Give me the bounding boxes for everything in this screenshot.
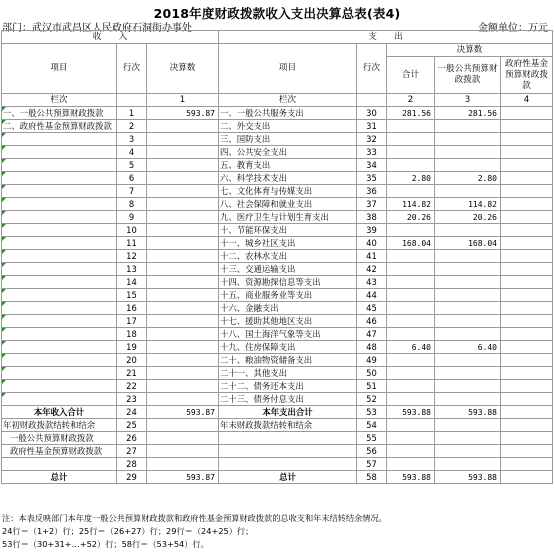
expense-general-budget-cell: 6.40 <box>435 341 501 354</box>
income-item-cell <box>2 289 117 302</box>
income-amount-cell: 593.87 <box>147 471 219 484</box>
income-item-cell <box>2 380 117 393</box>
income-line-no-cell: 7 <box>117 185 147 198</box>
expense-general-budget-cell <box>435 159 501 172</box>
expense-line-no-cell: 40 <box>357 237 387 250</box>
expense-line-no-cell: 41 <box>357 250 387 263</box>
income-line-no-cell: 21 <box>117 367 147 380</box>
table-row <box>2 237 553 250</box>
expense-gov-fund-cell <box>501 250 553 263</box>
expense-line-no-cell: 53 <box>357 406 387 419</box>
expense-line-no-cell: 45 <box>357 302 387 315</box>
expense-total-cell: 168.04 <box>387 237 435 250</box>
expense-general-budget-cell <box>435 354 501 367</box>
income-item-cell <box>2 185 117 198</box>
expense-total-cell: 114.82 <box>387 198 435 211</box>
expense-item-cell: 二、外交支出 <box>219 120 357 133</box>
income-line-no-cell: 11 <box>117 237 147 250</box>
expense-gov-fund-cell <box>501 471 553 484</box>
gov-fund-header: 政府性基金预算财政拨款 <box>501 57 553 94</box>
income-item-cell <box>2 250 117 263</box>
expense-gov-fund-cell <box>501 367 553 380</box>
expense-total-cell <box>387 185 435 198</box>
expense-total-cell: 20.26 <box>387 211 435 224</box>
expense-gov-fund-cell <box>501 133 553 146</box>
expense-gov-fund-cell <box>501 159 553 172</box>
expense-general-budget-cell <box>435 393 501 406</box>
table-row <box>2 172 553 185</box>
expense-item-cell: 六、科学技术支出 <box>219 172 357 185</box>
expense-total-cell: 593.88 <box>387 471 435 484</box>
expense-gov-fund-cell <box>501 289 553 302</box>
table-row <box>2 458 553 471</box>
income-amount-cell <box>147 185 219 198</box>
expense-gov-fund-cell <box>501 432 553 445</box>
expense-total-cell: 2.80 <box>387 172 435 185</box>
expense-line-no-cell: 56 <box>357 445 387 458</box>
blank-cell <box>357 94 387 107</box>
expense-line-no-cell: 48 <box>357 341 387 354</box>
expense-general-budget-cell <box>435 328 501 341</box>
expense-item-cell: 总计 <box>219 471 357 484</box>
expense-total-cell <box>387 445 435 458</box>
expense-general-budget-cell <box>435 133 501 146</box>
table-row <box>2 380 553 393</box>
table-row <box>2 445 553 458</box>
expense-gov-fund-cell <box>501 341 553 354</box>
expense-general-budget-cell <box>435 146 501 159</box>
expense-line-no-cell: 32 <box>357 133 387 146</box>
table-row <box>2 107 553 120</box>
expense-total-cell <box>387 458 435 471</box>
expense-total-cell <box>387 250 435 263</box>
table-row <box>2 276 553 289</box>
expense-general-budget-cell: 593.88 <box>435 406 501 419</box>
expense-gov-fund-cell <box>501 198 553 211</box>
income-amount-cell <box>147 172 219 185</box>
expense-line-no-cell: 39 <box>357 224 387 237</box>
income-amount-cell <box>147 419 219 432</box>
income-item-cell <box>2 328 117 341</box>
income-amount-cell <box>147 276 219 289</box>
expense-line-no-cell: 43 <box>357 276 387 289</box>
expense-line-no-cell: 33 <box>357 146 387 159</box>
expense-item-cell: 二十一、其他支出 <box>219 367 357 380</box>
income-amount-cell <box>147 380 219 393</box>
income-line-no-cell: 19 <box>117 341 147 354</box>
table-row <box>2 263 553 276</box>
table-row <box>2 185 553 198</box>
expense-total-cell <box>387 432 435 445</box>
expense-general-budget-cell <box>435 445 501 458</box>
expense-general-budget-cell <box>435 419 501 432</box>
expense-line-no-cell: 52 <box>357 393 387 406</box>
expense-item-header: 项目 <box>219 44 357 94</box>
expense-general-budget-cell: 114.82 <box>435 198 501 211</box>
expense-line-no-cell: 58 <box>357 471 387 484</box>
income-item-cell <box>2 354 117 367</box>
footnote-line: 53行＝（30+31+…+52）行；58行＝（53+54）行。 <box>2 539 209 549</box>
expense-item-cell: 二十、粮油物资储备支出 <box>219 354 357 367</box>
income-amount-cell: 593.87 <box>147 406 219 419</box>
table-row <box>2 224 553 237</box>
expense-line-no-cell: 57 <box>357 458 387 471</box>
table-row <box>2 146 553 159</box>
income-line-no-cell: 20 <box>117 354 147 367</box>
expense-total-cell <box>387 367 435 380</box>
expense-gov-fund-cell <box>501 146 553 159</box>
col-label-ex: 栏次 <box>219 94 357 107</box>
expense-item-cell: 十八、国土海洋气象等支出 <box>219 328 357 341</box>
expense-line-no-cell: 50 <box>357 367 387 380</box>
expense-gov-fund-cell <box>501 224 553 237</box>
income-item-cell <box>2 133 117 146</box>
expense-general-budget-cell: 593.88 <box>435 471 501 484</box>
general-budget-header: 一般公共预算财政拨款 <box>435 57 501 94</box>
expense-line-no-cell: 46 <box>357 315 387 328</box>
income-amount-cell <box>147 250 219 263</box>
table-row <box>2 432 553 445</box>
expense-total-cell: 281.56 <box>387 107 435 120</box>
income-line-no-cell: 1 <box>117 107 147 120</box>
expense-item-cell: 二十三、债务付息支出 <box>219 393 357 406</box>
income-item-cell: 年初财政拨款结转和结余 <box>2 419 117 432</box>
expense-general-budget-cell <box>435 380 501 393</box>
expense-line-no-cell: 54 <box>357 419 387 432</box>
expense-line-no-cell: 42 <box>357 263 387 276</box>
expense-line-no-cell: 44 <box>357 289 387 302</box>
expense-general-budget-cell <box>435 367 501 380</box>
expense-line-no-cell: 31 <box>357 120 387 133</box>
expense-total-cell: 593.88 <box>387 406 435 419</box>
expense-gov-fund-cell <box>501 185 553 198</box>
expense-gov-fund-cell <box>501 172 553 185</box>
expense-item-cell: 三、国防支出 <box>219 133 357 146</box>
col-label-in: 栏次 <box>2 94 117 107</box>
expense-line-no-cell: 49 <box>357 354 387 367</box>
table-row <box>2 133 553 146</box>
table-row <box>2 159 553 172</box>
income-line-no-cell: 23 <box>117 393 147 406</box>
expense-line-no-cell: 34 <box>357 159 387 172</box>
expense-gov-fund-cell <box>501 211 553 224</box>
expense-item-cell: 十一、城乡社区支出 <box>219 237 357 250</box>
expense-gov-fund-cell <box>501 302 553 315</box>
income-line-header: 行次 <box>117 44 147 94</box>
table-row <box>2 419 553 432</box>
expense-gov-fund-cell <box>501 458 553 471</box>
income-amount-header: 决算数 <box>147 44 219 94</box>
table-body <box>2 107 553 484</box>
expense-item-cell: 七、文化体育与传媒支出 <box>219 185 357 198</box>
income-item-cell: 一、一般公共预算财政拨款 <box>2 107 117 120</box>
expense-item-cell <box>219 432 357 445</box>
expense-item-cell: 十、节能环保支出 <box>219 224 357 237</box>
income-line-no-cell: 22 <box>117 380 147 393</box>
income-line-no-cell: 29 <box>117 471 147 484</box>
table-row <box>2 198 553 211</box>
table-row <box>2 302 553 315</box>
income-item-cell <box>2 198 117 211</box>
income-line-no-cell: 18 <box>117 328 147 341</box>
income-amount-cell <box>147 354 219 367</box>
expense-general-budget-cell: 2.80 <box>435 172 501 185</box>
expense-amount-header: 决算数 <box>387 44 553 57</box>
expense-item-cell: 十二、农林水支出 <box>219 250 357 263</box>
expense-item-cell <box>219 458 357 471</box>
income-amount-cell <box>147 159 219 172</box>
income-line-no-cell: 9 <box>117 211 147 224</box>
department-label: 部门：武汉市武昌区人民政府石洞街办事处 <box>2 23 192 34</box>
header-row-2 <box>2 44 553 57</box>
income-line-no-cell: 10 <box>117 224 147 237</box>
expense-gov-fund-cell <box>501 237 553 250</box>
expense-gov-fund-cell <box>501 354 553 367</box>
expense-general-budget-cell <box>435 289 501 302</box>
expense-line-no-cell: 47 <box>357 328 387 341</box>
income-line-no-cell: 5 <box>117 159 147 172</box>
income-amount-cell <box>147 289 219 302</box>
income-line-no-cell: 26 <box>117 432 147 445</box>
expense-total-cell <box>387 328 435 341</box>
income-item-cell <box>2 302 117 315</box>
table-row <box>2 393 553 406</box>
expense-line-header: 行次 <box>357 44 387 94</box>
expense-item-cell: 十五、商业服务业等支出 <box>219 289 357 302</box>
expense-gov-fund-cell <box>501 419 553 432</box>
expense-general-budget-cell: 168.04 <box>435 237 501 250</box>
expense-total-cell <box>387 224 435 237</box>
col-index-4: 4 <box>501 94 553 107</box>
expense-line-no-cell: 51 <box>357 380 387 393</box>
expense-total-cell <box>387 120 435 133</box>
income-amount-cell <box>147 133 219 146</box>
income-line-no-cell: 28 <box>117 458 147 471</box>
expense-gov-fund-cell <box>501 445 553 458</box>
income-item-cell: 本年收入合计 <box>2 406 117 419</box>
expense-gov-fund-cell <box>501 406 553 419</box>
income-amount-cell <box>147 367 219 380</box>
income-item-cell <box>2 341 117 354</box>
table-row <box>2 315 553 328</box>
income-amount-cell <box>147 198 219 211</box>
income-amount-cell <box>147 393 219 406</box>
income-amount-cell <box>147 224 219 237</box>
expense-item-cell: 十九、住房保障支出 <box>219 341 357 354</box>
col-index-3: 3 <box>435 94 501 107</box>
expense-total-cell <box>387 419 435 432</box>
expense-line-no-cell: 35 <box>357 172 387 185</box>
table-row <box>2 250 553 263</box>
table-row <box>2 120 553 133</box>
income-amount-cell <box>147 237 219 250</box>
expense-item-cell: 九、医疗卫生与计划生育支出 <box>219 211 357 224</box>
expense-item-cell <box>219 445 357 458</box>
income-line-no-cell: 6 <box>117 172 147 185</box>
expense-general-budget-cell: 20.26 <box>435 211 501 224</box>
expense-item-cell: 十七、援助其他地区支出 <box>219 315 357 328</box>
total-header: 合计 <box>387 57 435 94</box>
footnote-line: 24行＝（1+2）行；25行＝（26+27）行；29行＝（24+25）行； <box>2 526 254 536</box>
income-amount-cell <box>147 458 219 471</box>
col-index-1: 1 <box>147 94 219 107</box>
income-item-cell: 政府性基金预算财政拨款 <box>2 445 117 458</box>
income-item-cell <box>2 393 117 406</box>
table-row <box>2 289 553 302</box>
expense-total-cell <box>387 276 435 289</box>
blank-cell <box>117 94 147 107</box>
income-line-no-cell: 27 <box>117 445 147 458</box>
income-amount-cell <box>147 302 219 315</box>
expense-item-cell: 八、社会保障和就业支出 <box>219 198 357 211</box>
expense-item-cell: 十三、交通运输支出 <box>219 263 357 276</box>
income-amount-cell <box>147 328 219 341</box>
income-item-cell <box>2 367 117 380</box>
income-item-header: 项目 <box>2 44 117 94</box>
expense-gov-fund-cell <box>501 120 553 133</box>
expense-item-cell: 十六、金融支出 <box>219 302 357 315</box>
table-row <box>2 367 553 380</box>
expense-gov-fund-cell <box>501 276 553 289</box>
income-amount-cell <box>147 211 219 224</box>
income-item-cell <box>2 237 117 250</box>
expense-general-budget-cell <box>435 224 501 237</box>
expense-total-cell <box>387 302 435 315</box>
income-line-no-cell: 13 <box>117 263 147 276</box>
unit-label: 金额单位：万元 <box>478 23 548 34</box>
expense-general-budget-cell <box>435 458 501 471</box>
income-item-cell <box>2 276 117 289</box>
expense-total-cell <box>387 159 435 172</box>
income-line-no-cell: 2 <box>117 120 147 133</box>
footnotes <box>2 512 387 551</box>
expense-total-cell <box>387 393 435 406</box>
expense-header: 支 出 <box>219 31 553 44</box>
expense-total-cell <box>387 289 435 302</box>
income-line-no-cell: 25 <box>117 419 147 432</box>
income-line-no-cell: 4 <box>117 146 147 159</box>
header-row-1 <box>2 31 553 44</box>
income-amount-cell <box>147 263 219 276</box>
col-index-2: 2 <box>387 94 435 107</box>
expense-line-no-cell: 38 <box>357 211 387 224</box>
expense-total-cell <box>387 380 435 393</box>
expense-total-cell <box>387 146 435 159</box>
income-line-no-cell: 12 <box>117 250 147 263</box>
expense-general-budget-cell <box>435 276 501 289</box>
income-amount-cell <box>147 120 219 133</box>
expense-gov-fund-cell <box>501 393 553 406</box>
expense-general-budget-cell <box>435 263 501 276</box>
table-row <box>2 354 553 367</box>
income-amount-cell <box>147 146 219 159</box>
income-item-cell <box>2 224 117 237</box>
income-item-cell <box>2 315 117 328</box>
expense-item-cell: 十四、资源勘探信息等支出 <box>219 276 357 289</box>
table-row <box>2 471 553 484</box>
expense-general-budget-cell <box>435 185 501 198</box>
expense-total-cell <box>387 263 435 276</box>
expense-gov-fund-cell <box>501 315 553 328</box>
expense-item-cell: 一、一般公共服务支出 <box>219 107 357 120</box>
expense-gov-fund-cell <box>501 328 553 341</box>
expense-general-budget-cell <box>435 432 501 445</box>
expense-general-budget-cell <box>435 315 501 328</box>
income-item-cell: 总计 <box>2 471 117 484</box>
income-amount-cell <box>147 445 219 458</box>
income-item-cell <box>2 146 117 159</box>
income-item-cell <box>2 458 117 471</box>
expense-item-cell: 四、公共安全支出 <box>219 146 357 159</box>
income-line-no-cell: 3 <box>117 133 147 146</box>
income-item-cell: 二、政府性基金预算财政拨款 <box>2 120 117 133</box>
income-line-no-cell: 15 <box>117 289 147 302</box>
budget-table <box>1 30 553 484</box>
expense-total-cell <box>387 315 435 328</box>
expense-line-no-cell: 36 <box>357 185 387 198</box>
footnote-line: 注：本表反映部门本年度一般公共预算财政拨款和政府性基金预算财政拨款的总收支和年末结转结余情况。 <box>2 513 387 523</box>
expense-gov-fund-cell <box>501 380 553 393</box>
income-amount-cell: 593.87 <box>147 107 219 120</box>
report-title: 2018年度财政拨款收入支出决算总表(表4) <box>153 6 401 21</box>
expense-item-cell: 本年支出合计 <box>219 406 357 419</box>
income-item-cell <box>2 159 117 172</box>
expense-general-budget-cell <box>435 250 501 263</box>
income-item-cell: 一般公共预算财政拨款 <box>2 432 117 445</box>
income-line-no-cell: 16 <box>117 302 147 315</box>
income-item-cell <box>2 211 117 224</box>
expense-total-cell: 6.40 <box>387 341 435 354</box>
income-item-cell <box>2 172 117 185</box>
expense-gov-fund-cell <box>501 107 553 120</box>
expense-line-no-cell: 37 <box>357 198 387 211</box>
income-line-no-cell: 8 <box>117 198 147 211</box>
expense-line-no-cell: 55 <box>357 432 387 445</box>
expense-general-budget-cell: 281.56 <box>435 107 501 120</box>
table-row <box>2 328 553 341</box>
expense-gov-fund-cell <box>501 263 553 276</box>
expense-item-cell: 二十二、债务还本支出 <box>219 380 357 393</box>
table-row <box>2 211 553 224</box>
expense-total-cell <box>387 354 435 367</box>
income-header: 收 入 <box>2 31 219 44</box>
expense-total-cell <box>387 133 435 146</box>
column-index-row <box>2 94 553 107</box>
income-item-cell <box>2 263 117 276</box>
table-row <box>2 341 553 354</box>
expense-item-cell: 年末财政拨款结转和结余 <box>219 419 357 432</box>
income-amount-cell <box>147 315 219 328</box>
expense-item-cell: 五、教育支出 <box>219 159 357 172</box>
table-row <box>2 406 553 419</box>
income-line-no-cell: 24 <box>117 406 147 419</box>
income-line-no-cell: 17 <box>117 315 147 328</box>
income-line-no-cell: 14 <box>117 276 147 289</box>
income-amount-cell <box>147 432 219 445</box>
income-amount-cell <box>147 341 219 354</box>
expense-line-no-cell: 30 <box>357 107 387 120</box>
expense-general-budget-cell <box>435 120 501 133</box>
expense-general-budget-cell <box>435 302 501 315</box>
